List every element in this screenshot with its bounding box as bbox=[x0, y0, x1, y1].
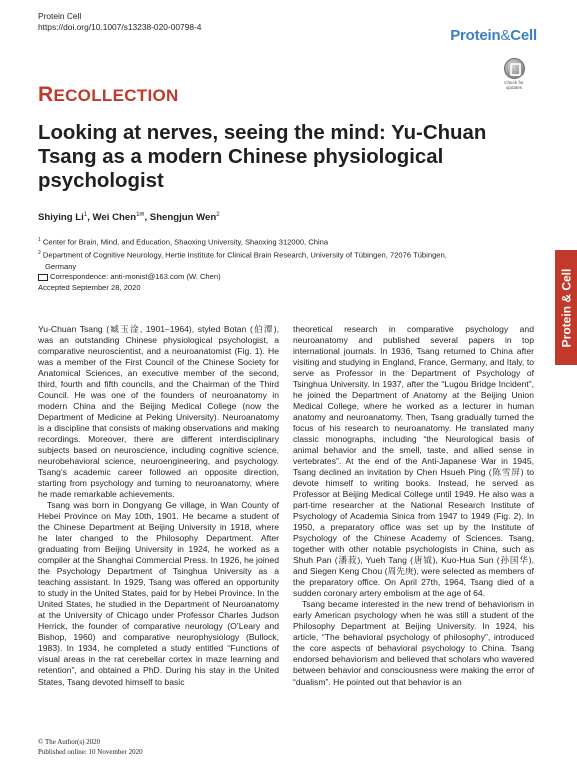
envelope-icon bbox=[38, 274, 48, 281]
side-tab-label: Protein & Cell bbox=[559, 268, 573, 347]
body-paragraph: theoretical research in comparative psychology and neuroanatomy and published several papers in top international journals. In 1936, Tsang returned to China after visiting and studying in England, France, Germany, and Italy, to serve as Professor in the Department of Psychology of Tsinghua University. In 1937, after the “Lugou Bridge Incident”, he joined the Department of Anatomy at the Beijing Union Medical College, where he worked as a lecturer in human anatomy and neuroanatomy. Then, Tsang gradually turned the focus of his research to neuroanatomy. He translated many classic monographs, including “the Neurological basis of animal behavior and the smell, taste, and allied sense in vertebrates”. At the end of the Anti-Japanese War in 1945, Tsang declined an invitation by Chen Hsueh Ping (陈雪屏) to devote himself to writing books. Instead, he served as Professor at Beijing Medical College until 1949. He also was a part-time researcher at the National Research Institute of Psychology of Academia Sinica from 1947 to 1949 (Fig. 2). In 1950, a preparatory office was set up by the Institute of Psychology of the Chinese Academy of Sciences. Tsang, together with other notable psychologists in China, such as Shuh Pan (潘菽), Yueh Tang (唐钺), Kuo-Hua Sun (孙国华), and Siegen Keng Chou (周先庚), were selected as members of the preparatory office. On April 27th, 1964, Tsang died of a sudden coronary artery embolism at the age of 64. bbox=[293, 324, 534, 599]
check-for-updates-badge[interactable] bbox=[500, 58, 528, 88]
journal-name: Protein Cell bbox=[38, 11, 82, 21]
section-label bbox=[38, 83, 179, 107]
affiliations bbox=[38, 235, 543, 294]
section-rest: ECOLLECTION bbox=[53, 86, 179, 105]
journal-header bbox=[38, 11, 201, 33]
author-affiliation-marker: 1 bbox=[83, 212, 88, 218]
check-badge-line2: updates bbox=[505, 85, 523, 90]
body-paragraph: Tsang was born in Dongyang Ge village, in Wan County of Hebei Province on May 10th, 1901. He became a student of the Chinese Department at Beijing University in 1918, where he later changed to the Philosophy Department. After graduating from Beijing University in 1924, he worked as a compiler at the Shanghai Commercial Press. In 1926, he joined the Psychology Department of Tsinghua University as a teaching assistant. In 1929, Tsang was offered an opportunity to study in the United States, paid for by Hebei Province. In the United States, he studied in the Department of Neuroanatomy at the University of Chicago under Professor Charles Judson Herrick, the founder of comparative neurology (O’Leary and Bishop, 1960) and comparative neurophysiology (Bullock, 1983). In 1934, he completed a study entitled “Functions of visual areas in the rat cerebellar cortex in maze learning and retention”, and obtained a PhD. During his stay in the United States, Tsang devoted himself to basic bbox=[38, 500, 279, 687]
section-first-letter: R bbox=[38, 83, 54, 106]
affiliation-item: $^2$ Department of Cognitive Neurology, Hertie Institute for Clinical Brain Research, University of Tübingen, 72076 Tübingen, bbox=[38, 250, 447, 260]
author-name[interactable]: Shiying Li bbox=[38, 212, 84, 224]
brand-ampersand: & bbox=[500, 27, 511, 44]
correspondence: Correspondence: anti-monist@163.com (W. Chen) bbox=[38, 272, 543, 283]
body-column-right bbox=[293, 324, 534, 688]
body-paragraph: Yu-Chuan Tsang (臧玉淦, 1901–1964), styled Botan (伯潭), was an outstanding Chinese physiological psychologist, a comparative neuroscientist, and a neuroanatomist (Fig. 1). He was a member of the First Council of the Chinese Society for Anatomical Sciences, an executive member of the second, third, fourth and fifth councils, and the Chairman of the Third Council. He was one of the founders of neuroanatomy in modern China and the Beijing Medical College (now the Department of Medicine at Peking University). Neuroanatomy is a discipline that consists of making observations and making recordings. Moreover, there are different interdisciplinary subjects based on neuroscience, including cognitive science, neurobehavioral science, neuroengineering, and psychology. Tsang’s academic career followed an opposite direction, starting from psychology and turning to neuroanatomy, where he made remarkable achievements. bbox=[38, 324, 279, 500]
journal-side-tab bbox=[555, 250, 577, 365]
affiliation-continuation: Germany bbox=[45, 261, 77, 271]
author-affiliation-marker: 2 bbox=[216, 212, 220, 218]
published-date: Published online: 10 November 2020 bbox=[38, 747, 143, 756]
page-footer bbox=[38, 738, 143, 757]
check-badge-line1: Check for bbox=[504, 80, 524, 85]
copyright-notice: © The Author(s) 2020 bbox=[38, 738, 101, 746]
affiliation-item: $^1$ Center for Brain, Mind, and Education, Shaoxing University, Shaoxing 312000, China bbox=[38, 237, 329, 247]
author-affiliation-marker: 1✉ bbox=[136, 212, 145, 218]
article-title: Looking at nerves, seeing the mind: Yu-Chuan Tsang as a modern Chinese physiological psychologist bbox=[38, 122, 487, 192]
brand-name: Protein bbox=[450, 27, 501, 44]
journal-logo bbox=[450, 27, 537, 44]
author-name[interactable]: Wei Chen bbox=[92, 212, 137, 224]
check-updates-icon bbox=[504, 58, 525, 79]
accepted-date: Accepted September 28, 2020 bbox=[38, 283, 141, 293]
doi-link[interactable]: https://doi.org/10.1007/s13238-020-00798-4 bbox=[38, 22, 202, 32]
body-paragraph: Tsang became interested in the new trend of behaviorism in early American psychology when he was still a student of the Philosophy Department at Beijing University. In 1924, his article, “The behavioral psychology of philosophy”, introduced the core aspects of behavioral psychology to China. Tsang endorsed behaviorism and believed that scholars who wavered between behavior and consciousness were making the error of “dualism”. He pointed out that behavior is an bbox=[293, 599, 534, 687]
brand-name-2: Cell bbox=[510, 27, 537, 44]
author-name[interactable]: Shengjun Wen bbox=[149, 212, 217, 224]
author-list: Shiying Li$^1$, Wei Chen$^{1✉}$, Shengjun Wen$^2$ bbox=[38, 212, 220, 224]
body-column-left bbox=[38, 324, 279, 688]
